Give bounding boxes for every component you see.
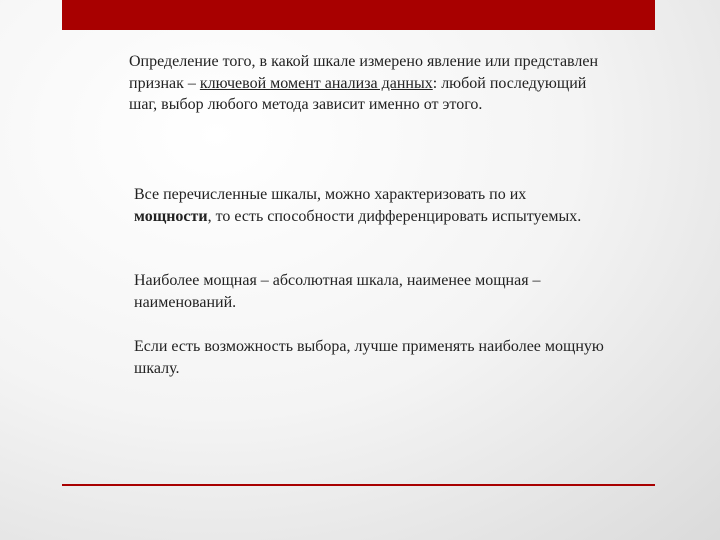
- underlined-key-phrase: ключевой момент анализа данных: [199, 74, 433, 92]
- bold-term: мощности: [134, 207, 208, 225]
- paragraph-scale-power: [134, 184, 604, 227]
- header-accent-bar: [62, 0, 655, 30]
- paragraph-text: Определение того, в какой шкале измерено явление или представлен признак –: [129, 53, 599, 92]
- paragraph-recommendation: Если есть возможность выбора, лучше применять наиболее мощную шкалу.: [134, 338, 604, 377]
- paragraph-text: Все перечисленные шкалы, можно характеризовать по их: [134, 186, 527, 203]
- paragraph-scale-definition: [129, 51, 599, 116]
- footer-divider: [62, 484, 655, 486]
- paragraph-text: , то есть способности дифференцировать испытуемых.: [207, 207, 582, 225]
- paragraph-most-powerful: Наиболее мощная – абсолютная шкала, наименее мощная – наименований.: [134, 272, 541, 311]
- paragraph-text: : любой последующий шаг, выбор любого метода зависит именно от этого.: [129, 74, 587, 113]
